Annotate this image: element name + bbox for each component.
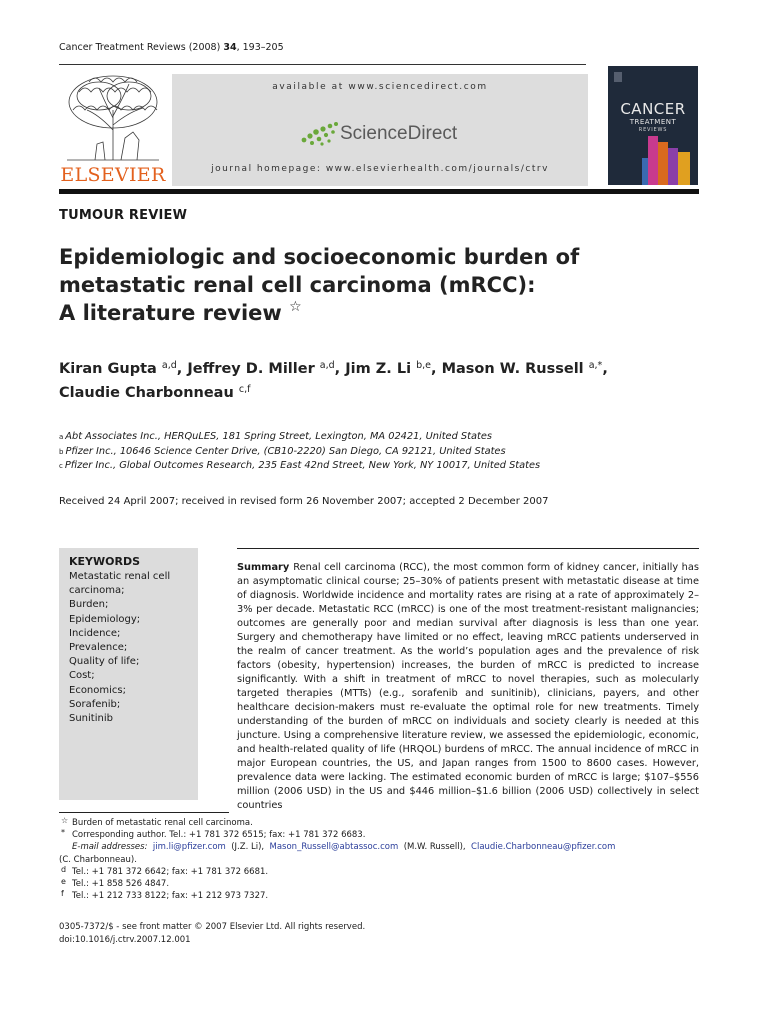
affil-text: Abt Associates Inc., HERQuLES, 181 Spring Street, Lexington, MA 02421, United States (65, 431, 492, 442)
author-name: Claudie Charbonneau (59, 385, 234, 401)
affiliation-a (59, 430, 699, 445)
keyword-item: Sorafenib; (69, 698, 121, 710)
footnote-mark: d (61, 864, 67, 874)
summary-text: Renal cell carcinoma (RCC), the most common form of kidney cancer, initially has an asymptomatic clinical course; 25–30% of patients present with metastatic disease at time of diagnosis. Worldwide incidence and mortality rates are rising at a rate of approximately 2–3% per decade. Metastatic RCC (mRCC) is one of the most treatment-resistant malignancies; outcomes are generally poor and median survival after diagnosis is less than one year. Surgery and chemotherapy have limited or no effect, leaving mRCC patients underserved in the realm of cancer treatment. As the world’s population ages and the prevalence of risk factors (obesity, hypertension) increases, the burden of mRCC is predicted to increase significantly. With a shift in treatment of mRCC to novel therapies, such as molecularly targeted therapies (MTTs) (e.g., sorafenib and sunitinib), clinicians, payers, and other healthcare decision-makers must re-evaluate the optimal role for new treatments. Timely understanding of the burden of mRCC on individuals and society clearly is needed at this juncture. Using a comprehensive literature review, we assessed the epidemiologic, economic, and health-related quality of life (HRQOL) burdens of mRCC. The annual incidence of mRCC in major European countries, the US, and Japan ranges from 1500 to 8600 cases. However, prevalence data were lacking. The estimated economic burden of mRCC is large; $107–$556 million (2006 USD) in the US and $446 million–$1.6 billion (2006 USD) collectively in select countries (237, 562, 699, 811)
author-1 (59, 361, 187, 377)
footnote-text: Tel.: +1 212 733 8122; fax: +1 212 973 7327. (72, 891, 269, 902)
affil-text: Pfizer Inc., Global Outcomes Research, 235 East 42nd Street, New York, NY 10017, United States (64, 460, 541, 471)
footnote-corresponding (59, 829, 699, 841)
keyword-item: Incidence; (69, 627, 121, 639)
elsevier-logo (59, 70, 167, 186)
title-line-1: Epidemiologic and socioeconomic burden of (59, 245, 580, 269)
elsevier-wordmark: ELSEVIER (60, 164, 166, 186)
cover-title-3: REVIEWS (638, 127, 668, 133)
footnote-mark: * (61, 828, 65, 838)
keyword-item: Quality of life; (69, 656, 140, 668)
author-name: Mason W. Russell (441, 361, 584, 377)
cover-title-1: CANCER (620, 100, 686, 118)
affiliation-c (59, 459, 699, 474)
keywords-heading: KEYWORDS (69, 555, 141, 568)
footnotes (59, 817, 699, 902)
footnote-e (59, 878, 699, 890)
keyword-item: Epidemiology; (69, 613, 141, 625)
cover-title-2: TREATMENT (629, 118, 677, 126)
footnote-rule (59, 812, 229, 813)
email-link-russell[interactable]: Mason_Russell@abtassoc.com (269, 842, 399, 853)
journal-cover-thumbnail (608, 66, 698, 185)
author-sep: , (176, 361, 188, 377)
author-affil-mark[interactable]: a,d (319, 360, 335, 371)
footnote-mark: f (61, 889, 64, 899)
keyword-item: Burden; (69, 599, 109, 611)
title-line-3-wrap (59, 299, 679, 327)
journal-homepage-text: journal homepage: www.elsevierhealth.com/journals/ctrv (211, 164, 549, 174)
author-3 (345, 361, 441, 377)
keyword-item: carcinoma; (69, 585, 125, 597)
header-rule (59, 64, 586, 65)
affil-text: Pfizer Inc., 10646 Science Center Drive, (CB10-2220) San Diego, CA 92121, United States (65, 445, 506, 457)
keyword-item: Sunitinib (69, 713, 113, 725)
journal-name: Cancer Treatment Reviews (2008) (59, 42, 221, 53)
section-label: TUMOUR REVIEW (59, 208, 188, 223)
affil-mark: c (59, 462, 63, 470)
journal-volume: 34 (223, 42, 237, 53)
available-at-text: available at www.sciencedirect.com (272, 82, 488, 92)
journal-pages: , 193–205 (236, 42, 284, 53)
author-name: Jim Z. Li (345, 361, 412, 377)
keywords-box (59, 548, 198, 800)
email-owner-last: (C. Charbonneau). (59, 854, 137, 865)
footnote-mark: ☆ (61, 816, 69, 825)
footnote-text: Corresponding author. Tel.: +1 781 372 6515; fax: +1 781 372 6683. (72, 830, 366, 841)
elsevier-tree-icon (59, 70, 167, 162)
title-line-3: A literature review (59, 301, 282, 325)
footnote-emails (59, 841, 699, 853)
copyright-block (59, 921, 365, 946)
author-list (59, 358, 699, 406)
footnote-f (59, 890, 699, 902)
footnote-text: Tel.: +1 781 372 6642; fax: +1 781 372 6681. (72, 866, 269, 877)
running-head (59, 42, 284, 53)
affil-mark: a (59, 433, 64, 441)
author-affil-mark[interactable]: a,* (588, 360, 603, 371)
author-4 (442, 361, 608, 377)
email-link-charbonneau[interactable]: Claudie.Charbonneau@pfizer.com (471, 842, 616, 853)
sciencedirect-wordmark: ScienceDirect (340, 123, 458, 144)
author-sep: , (334, 361, 346, 377)
received-dates: Received 24 April 2007; received in revised form 26 November 2007; accepted 2 December 2007 (59, 496, 549, 507)
author-name: Kiran Gupta (59, 361, 157, 377)
keyword-item: Economics; (69, 684, 126, 696)
summary-rule (237, 548, 699, 549)
author-5 (59, 385, 250, 401)
footnote-star (59, 817, 699, 829)
title-footnote-star[interactable]: ☆ (289, 299, 302, 315)
email-label: E-mail addresses: (72, 842, 148, 853)
footnote-text: Tel.: +1 858 526 4847. (72, 879, 170, 890)
sciencedirect-dots-icon (298, 120, 340, 148)
email-link-li[interactable]: jim.li@pfizer.com (152, 842, 226, 853)
author-affil-mark[interactable]: c,f (238, 384, 251, 395)
abstract-summary (237, 561, 699, 813)
footnote-text: Burden of metastatic renal cell carcinoma. (72, 818, 253, 828)
keywords-list (69, 570, 170, 726)
author-sep: , (602, 361, 608, 377)
keyword-item: Prevalence; (69, 642, 128, 654)
doi[interactable]: doi:10.1016/j.ctrv.2007.12.001 (59, 934, 191, 945)
email-owner: (M.W. Russell), (403, 842, 466, 853)
footnote-d (59, 866, 699, 878)
author-affil-mark[interactable]: a,d (161, 360, 177, 371)
article-title (59, 243, 679, 327)
sciencedirect-banner (172, 74, 588, 186)
title-line-2: metastatic renal cell carcinoma (mRCC): (59, 273, 536, 297)
author-affil-mark[interactable]: b,e (416, 360, 432, 371)
sciencedirect-logo (298, 120, 468, 148)
keyword-item: Cost; (69, 670, 95, 682)
email-owner: (J.Z. Li), (231, 842, 265, 853)
author-sep: , (431, 361, 442, 377)
summary-lead: Summary (237, 562, 290, 573)
header-thick-rule (59, 189, 699, 194)
footnote-mark: e (61, 877, 66, 887)
affil-mark: b (59, 447, 64, 456)
author-2 (187, 361, 345, 377)
affiliations (59, 430, 699, 474)
affiliation-b (59, 445, 699, 460)
keyword-item: Metastatic renal cell (69, 571, 171, 582)
author-name: Jeffrey D. Miller (187, 361, 315, 377)
issn-copyright: 0305-7372/$ - see front matter © 2007 Elsevier Ltd. All rights reserved. (59, 922, 366, 932)
